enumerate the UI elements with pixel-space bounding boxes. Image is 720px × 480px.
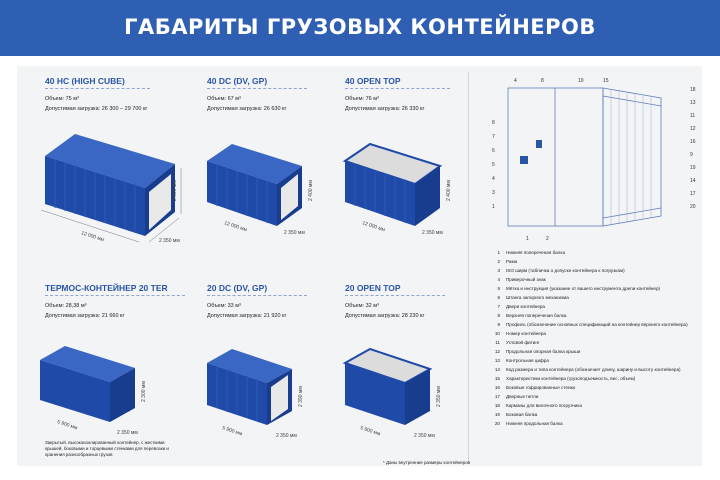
- container-volume: Объем: 67 м³: [207, 96, 241, 102]
- legend-text: Мётка и инструкция (указание от вашего инструмента дрели контейнер): [506, 286, 661, 291]
- legend-number: 2: [497, 259, 500, 264]
- container-load: Допустимая загрузка: 21 660 кг: [45, 313, 125, 319]
- legend-text: Рама: [506, 259, 518, 264]
- container-volume: Объем: 76 м³: [345, 96, 379, 102]
- diagram-callout: 3: [492, 190, 495, 196]
- title-underline: [207, 295, 307, 296]
- legend-item: [488, 374, 708, 383]
- legend-item: [488, 248, 708, 257]
- diagram-callout: 11: [690, 113, 696, 119]
- dim-height: 2 300 мм: [141, 381, 147, 402]
- container-name: 40 DC (DV, GP): [207, 76, 268, 86]
- legend-item: [488, 356, 708, 365]
- legend-item: [488, 311, 708, 320]
- container-name: 20 DC (DV, GP): [207, 283, 268, 293]
- title-underline: [45, 88, 150, 89]
- diagram-callout: 2: [546, 236, 549, 242]
- container-illustration: [340, 136, 460, 246]
- dim-width: 2 350 мм: [422, 230, 443, 236]
- dim-height: 2 400 мм: [308, 180, 314, 201]
- legend-number: 3: [497, 268, 500, 273]
- legend-text: Карманы для вилочного погрузчика: [506, 403, 582, 408]
- dim-width: 2 350 мм: [159, 238, 180, 244]
- legend-text: Приверочный знак: [506, 277, 546, 282]
- legend-number: 11: [495, 340, 500, 345]
- container-illustration: [202, 136, 322, 246]
- dim-width: 2 350 мм: [117, 430, 138, 436]
- dim-height: 2 690 мм: [172, 180, 178, 201]
- legend-text: Верхняя попереченая балка: [506, 313, 567, 318]
- legend-text: Продольная опорная балка крыши: [506, 349, 581, 354]
- legend-item: [488, 329, 708, 338]
- legend-text: Нижняя попереченая балка: [506, 250, 566, 255]
- legend-number: 1: [497, 250, 500, 255]
- diagram-callout: 5: [492, 162, 495, 168]
- container-illustration: [340, 341, 460, 451]
- diagram-callout: 7: [492, 134, 495, 140]
- container-illustration: [35, 126, 185, 256]
- dim-length: 12 000 мм: [361, 220, 386, 234]
- diagram-callout: 9: [690, 152, 693, 158]
- legend-text: ISO ширм (табличка о допуске контейнера к погрузкам): [506, 268, 625, 273]
- container-name: 40 HC (HIGH CUBE): [45, 76, 125, 86]
- diagram-callout: 16: [690, 139, 696, 145]
- legend-number: 16: [494, 385, 500, 390]
- legend-number: 12: [494, 349, 500, 354]
- legend-item: [488, 284, 708, 293]
- container-volume: Объем: 32 м³: [345, 303, 379, 309]
- note-dimensions: * Даны внутренние размеры контейнеров: [383, 460, 470, 465]
- container-name: ТЕРМОС-КОНТЕЙНЕР 20 TER: [45, 283, 168, 293]
- dim-height: 2 350 мм: [436, 386, 442, 407]
- diagram-callout: 1: [526, 236, 529, 242]
- diagram-callout: 1: [492, 204, 495, 210]
- dim-width: 2 350 мм: [414, 433, 435, 439]
- legend-text: Дверные петли: [506, 394, 539, 399]
- legend-number: 15: [494, 376, 500, 381]
- legend-text: Профиль (обозначение основных спецификаций на контейнер верхнего контейнера): [506, 322, 688, 327]
- legend-item: [488, 275, 708, 284]
- container-card-40dc: [207, 76, 357, 256]
- diagram-callout: 14: [690, 178, 696, 184]
- diagram-callout: 8: [541, 78, 544, 84]
- container-card-20dc: [207, 283, 357, 463]
- title-underline: [45, 295, 185, 296]
- dim-height: 2 390 мм: [298, 386, 304, 407]
- legend-number: 7: [497, 304, 500, 309]
- legend-number: 10: [494, 331, 500, 336]
- legend-item: [488, 347, 708, 356]
- note-description: Закрытый, высокоизолированный контейнер, с жесткими крышей, боковыми и торцевыми стенками для перевозки и хранения разнообразных грузов: [45, 440, 169, 457]
- legend-item: [488, 302, 708, 311]
- title-underline: [345, 295, 445, 296]
- container-load: Допустимая загрузка: 26 300 – 29 700 кг: [45, 106, 148, 112]
- container-name: 40 OPEN TOP: [345, 76, 401, 86]
- container-load: Допустимая загрузка: 26 630 кг: [207, 106, 287, 112]
- legend-number: 18: [494, 403, 500, 408]
- legend-item: [488, 266, 708, 275]
- legend-number: 20: [494, 421, 500, 426]
- legend-text: Двери контейнера: [506, 304, 545, 309]
- diagram-callout: 4: [514, 78, 517, 84]
- container-structure-diagram: [486, 76, 706, 246]
- legend-text: Контрольная цифра: [506, 358, 549, 363]
- legend-item: [488, 383, 708, 392]
- legend-item: [488, 338, 708, 347]
- container-volume: Объем: 75 м³: [45, 96, 79, 102]
- legend-item: [488, 392, 708, 401]
- diagram-callout: 6: [492, 148, 495, 154]
- legend-text: Угловой фитинг: [506, 340, 540, 345]
- container-load: Допустимая загрузка: 28 230 кг: [345, 313, 425, 319]
- title-underline: [345, 88, 450, 89]
- diagram-callout: 4: [492, 176, 495, 182]
- legend-number: 13: [494, 358, 500, 363]
- legend-text: Боковая балка: [506, 412, 538, 417]
- legend-item: [488, 365, 708, 374]
- dim-length: 12 000 мм: [223, 220, 248, 234]
- container-load: Допустимая загрузка: 26 330 кг: [345, 106, 425, 112]
- diagram-callout: 8: [492, 120, 495, 126]
- legend-text: Характеристики контейнера (грузоподъемность, вес, объем): [506, 376, 636, 381]
- diagram-callout: 18: [690, 87, 696, 93]
- diagram-callout: 13: [690, 100, 696, 106]
- dim-length: 12 000 мм: [80, 230, 105, 244]
- dim-width: 2 350 мм: [276, 433, 297, 439]
- legend-text: Боковые гофрированные стенки: [506, 385, 576, 390]
- legend-item: [488, 257, 708, 266]
- legend-item: [488, 401, 708, 410]
- diagram-callout: 10: [578, 78, 584, 84]
- legend-number: 5: [497, 286, 500, 291]
- legend-text: Код размера и типа контейнера (обозначает длину, ширину и высоту контейнера): [506, 367, 681, 372]
- legend-item: [488, 410, 708, 419]
- diagram-callout: 17: [690, 191, 696, 197]
- page-title: ГАБАРИТЫ ГРУЗОВЫХ КОНТЕЙНЕРОВ: [124, 15, 596, 39]
- diagram-callout: 15: [603, 78, 609, 84]
- legend-text: Штанга запорного механизма: [506, 295, 569, 300]
- legend-list: [488, 248, 708, 428]
- container-card-20ot: [345, 283, 495, 463]
- header-bar: [0, 0, 720, 56]
- legend-item: [488, 293, 708, 302]
- container-card-40hc: [45, 76, 195, 256]
- legend-number: 4: [497, 277, 500, 282]
- container-volume: Объем: 33 м³: [207, 303, 241, 309]
- dim-width: 2 350 мм: [284, 230, 305, 236]
- container-illustration: [35, 338, 165, 448]
- diagram-callout: 20: [690, 204, 696, 210]
- legend-number: 19: [494, 412, 500, 417]
- legend-number: 14: [494, 367, 500, 372]
- legend-item: [488, 419, 708, 428]
- legend-number: 9: [497, 322, 500, 327]
- legend-number: 8: [497, 313, 500, 318]
- container-name: 20 OPEN TOP: [345, 283, 401, 293]
- diagram-callout: 12: [690, 126, 696, 132]
- container-load: Допустимая загрузка: 21 920 кг: [207, 313, 287, 319]
- container-volume: Объем: 28,38 м³: [45, 303, 87, 309]
- diagram-callout: 19: [690, 165, 696, 171]
- dim-length: 5 900 мм: [56, 419, 79, 432]
- dim-length: 5 900 мм: [359, 425, 382, 438]
- container-card-40ot: [345, 76, 495, 256]
- title-underline: [207, 88, 307, 89]
- dim-height: 2 400 мм: [446, 180, 452, 201]
- dim-length: 5 900 мм: [221, 425, 244, 438]
- legend-number: 6: [497, 295, 500, 300]
- legend-number: 17: [494, 394, 500, 399]
- legend-text: Номер контейнера: [506, 331, 546, 336]
- container-card-20ter: [45, 283, 195, 463]
- container-illustration: [202, 341, 322, 451]
- legend-text: Нижняя продольная балка: [506, 421, 563, 426]
- legend-item: [488, 320, 708, 329]
